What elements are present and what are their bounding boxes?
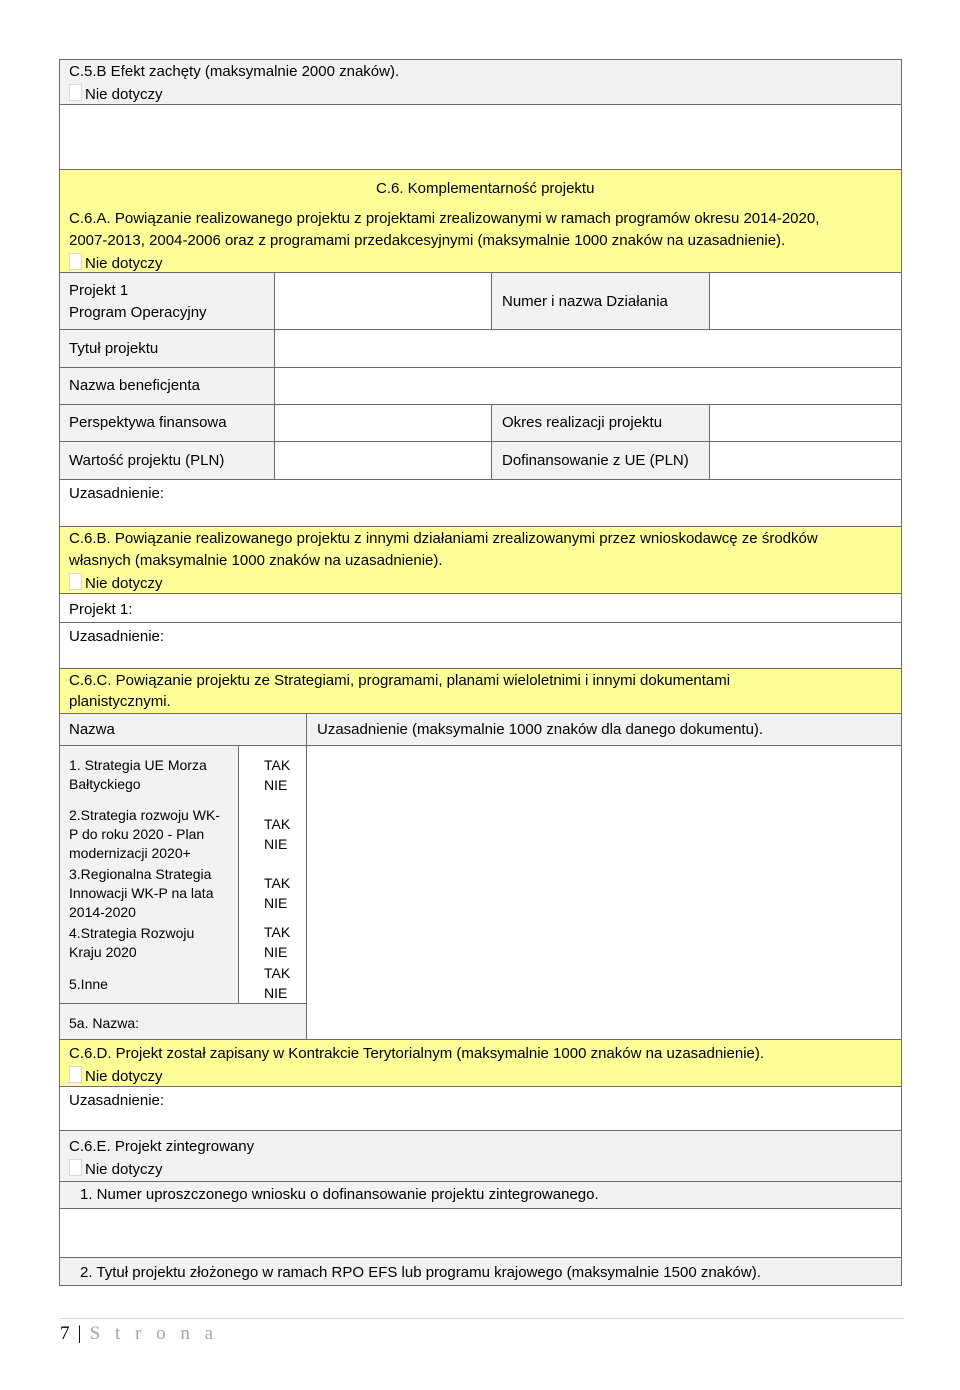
c6a-action-input[interactable] — [709, 272, 902, 330]
c6c-other-name-cell — [59, 1003, 307, 1040]
c6e-header — [59, 1130, 902, 1182]
c6a-action-label: Numer i nazwa Działania — [502, 293, 668, 310]
c6a-justification-label: Uzasadnienie: — [69, 485, 165, 502]
c6d-checkbox-label: Nie dotyczy — [85, 1068, 163, 1085]
no-option[interactable]: NIE — [264, 985, 288, 1001]
c6a-checkbox-row[interactable] — [69, 253, 163, 273]
footer-separator: | — [77, 1323, 82, 1344]
c6b-project-label: Projekt 1: — [69, 601, 133, 618]
c6a-cofinancing-label: Dofinansowanie z UE (PLN) — [502, 452, 689, 469]
c6b-checkbox-row[interactable] — [69, 573, 163, 593]
c6a-perspective-input[interactable] — [274, 404, 492, 442]
yes-option[interactable]: TAK — [264, 924, 291, 940]
c6-header — [59, 169, 902, 273]
c6e-item2-header — [59, 1257, 902, 1286]
c6e-item1: 1. Numer uproszczonego wniosku o dofinansowanie projektu zintegrowanego. — [80, 1186, 599, 1203]
strategy-2-options[interactable] — [264, 815, 290, 854]
strategy-3-options[interactable] — [264, 874, 290, 913]
c6a-title-input[interactable] — [274, 329, 902, 368]
c5b-header — [59, 59, 902, 105]
strategy-1-name: 1. Strategia UE Morza Bałtyckiego — [69, 757, 207, 792]
c6b-project-area[interactable] — [59, 593, 902, 623]
c6a-cofinancing-input[interactable] — [709, 441, 902, 480]
page-number: 7 — [60, 1323, 70, 1344]
c6a-action-label-cell — [491, 272, 710, 330]
c6a-project-label-cell — [59, 272, 275, 330]
c6d-justification-area[interactable] — [59, 1086, 902, 1131]
c6a-title-line1: C.6.A. Powiązanie realizowanego projektu z projektami zrealizowanymi w ramach programów okresu 2014-2020, — [69, 210, 820, 227]
c6b-title-line2: własnych (maksymalnie 1000 znaków na uzasadnienie). — [69, 552, 443, 569]
strategy-1-options[interactable] — [264, 756, 290, 795]
c6d-header — [59, 1039, 902, 1087]
checkbox-icon[interactable] — [69, 84, 82, 101]
checkbox-icon[interactable] — [69, 573, 82, 590]
no-option[interactable]: NIE — [264, 777, 288, 793]
no-option[interactable]: NIE — [264, 944, 288, 960]
c6b-header — [59, 526, 902, 594]
strategy-5-options[interactable] — [264, 964, 290, 1003]
c6d-justification-label: Uzasadnienie: — [69, 1092, 165, 1109]
c6a-value-label: Wartość projektu (PLN) — [69, 452, 225, 469]
c6c-justification-header: Uzasadnienie (maksymalnie 1000 znaków dla danego dokumentu). — [317, 721, 764, 738]
c6e-title: C.6.E. Projekt zintegrowany — [69, 1138, 255, 1155]
c6e-checkbox-row[interactable] — [69, 1159, 163, 1179]
c6c-justification-header-cell — [306, 713, 902, 746]
c6e-item1-input[interactable] — [59, 1208, 902, 1258]
c5b-checkbox-label: Nie dotyczy — [85, 86, 163, 103]
no-option[interactable]: NIE — [264, 836, 288, 852]
yes-option[interactable]: TAK — [264, 816, 291, 832]
c6c-yes-no-column — [238, 745, 307, 1004]
c6a-cofinancing-label-cell — [491, 441, 710, 480]
strategy-2-name: 2.Strategia rozwoju WK- P do roku 2020 - Plan modernizacji 2020+ — [69, 807, 220, 861]
c6b-title-line1: C.6.B. Powiązanie realizowanego projektu z innymi działaniami zrealizowanymi przez wnioskodawcę ze środków — [69, 530, 818, 547]
c6a-beneficiary-input[interactable] — [274, 367, 902, 405]
c6a-period-label-cell — [491, 404, 710, 442]
page-footer — [60, 1322, 218, 1347]
c6e-item1-header — [59, 1181, 902, 1209]
c6c-name-header-cell — [59, 713, 307, 746]
c6d-checkbox-row[interactable] — [69, 1066, 163, 1086]
checkbox-icon[interactable] — [69, 1159, 82, 1176]
c6c-title-line2: planistycznymi. — [69, 693, 171, 710]
c6a-program-label: Program Operacyjny — [69, 304, 207, 321]
strategy-4-name: 4.Strategia Rozwoju Kraju 2020 — [69, 925, 195, 960]
yes-option[interactable]: TAK — [264, 875, 291, 891]
yes-option[interactable]: TAK — [264, 757, 291, 773]
c6e-item2: 2. Tytuł projektu złożonego w ramach RPO EFS lub programu krajowego (maksymalnie 1500 znaków). — [80, 1264, 761, 1281]
c6a-beneficiary-label-cell — [59, 367, 275, 405]
checkbox-icon[interactable] — [69, 253, 82, 270]
c6b-justification-label: Uzasadnienie: — [69, 628, 165, 645]
strategy-3-name: 3.Regionalna Strategia Innowacji WK-P na lata 2014-2020 — [69, 866, 214, 920]
c6a-value-label-cell — [59, 441, 275, 480]
c6c-other-name-label: 5a. Nazwa: — [69, 1015, 140, 1031]
c6a-period-label: Okres realizacji projektu — [502, 414, 663, 431]
c6a-program-input[interactable] — [274, 272, 492, 330]
footer-rule — [59, 1318, 904, 1319]
page-word: S t r o n a — [89, 1323, 219, 1344]
c6c-name-header: Nazwa — [69, 721, 115, 738]
c6c-justification-area[interactable] — [306, 745, 902, 1040]
c5b-text-area[interactable] — [59, 104, 902, 170]
c6a-value-input[interactable] — [274, 441, 492, 480]
c6a-checkbox-label: Nie dotyczy — [85, 255, 163, 272]
c5b-title: C.5.B Efekt zachęty (maksymalnie 2000 znaków). — [69, 63, 400, 80]
c6a-project-label: Projekt 1 — [69, 282, 129, 299]
c6a-title-label: Tytuł projektu — [69, 340, 159, 357]
c6a-perspective-label-cell — [59, 404, 275, 442]
c6e-checkbox-label: Nie dotyczy — [85, 1161, 163, 1178]
c6a-justification-area[interactable] — [59, 479, 902, 527]
c6b-justification-area[interactable] — [59, 622, 902, 669]
c6c-title-line1: C.6.C. Powiązanie projektu ze Strategiami, programami, planami wieloletnimi i innymi dokumentami — [69, 672, 731, 689]
c6a-title-line2: 2007-2013, 2004-2006 oraz z programami przedakcesyjnymi (maksymalnie 1000 znaków na uzasadnienie). — [69, 232, 786, 249]
yes-option[interactable]: TAK — [264, 965, 291, 981]
c6a-period-input[interactable] — [709, 404, 902, 442]
strategy-5-name: 5.Inne — [69, 976, 108, 992]
c6a-beneficiary-label: Nazwa beneficjenta — [69, 377, 200, 394]
c6a-perspective-label: Perspektywa finansowa — [69, 414, 227, 431]
c6c-header — [59, 668, 902, 714]
c6d-title: C.6.D. Projekt został zapisany w Kontrakcie Terytorialnym (maksymalnie 1000 znaków na uzasadnienie). — [69, 1045, 765, 1062]
c6b-checkbox-label: Nie dotyczy — [85, 575, 163, 592]
strategy-4-options[interactable] — [264, 923, 290, 962]
c6c-strategy-names — [59, 745, 239, 1004]
no-option[interactable]: NIE — [264, 895, 288, 911]
checkbox-icon[interactable] — [69, 1066, 82, 1083]
c6-heading: C.6. Komplementarność projektu — [376, 180, 595, 197]
c6a-title-label-cell — [59, 329, 275, 368]
c5b-checkbox-row[interactable] — [69, 84, 163, 104]
